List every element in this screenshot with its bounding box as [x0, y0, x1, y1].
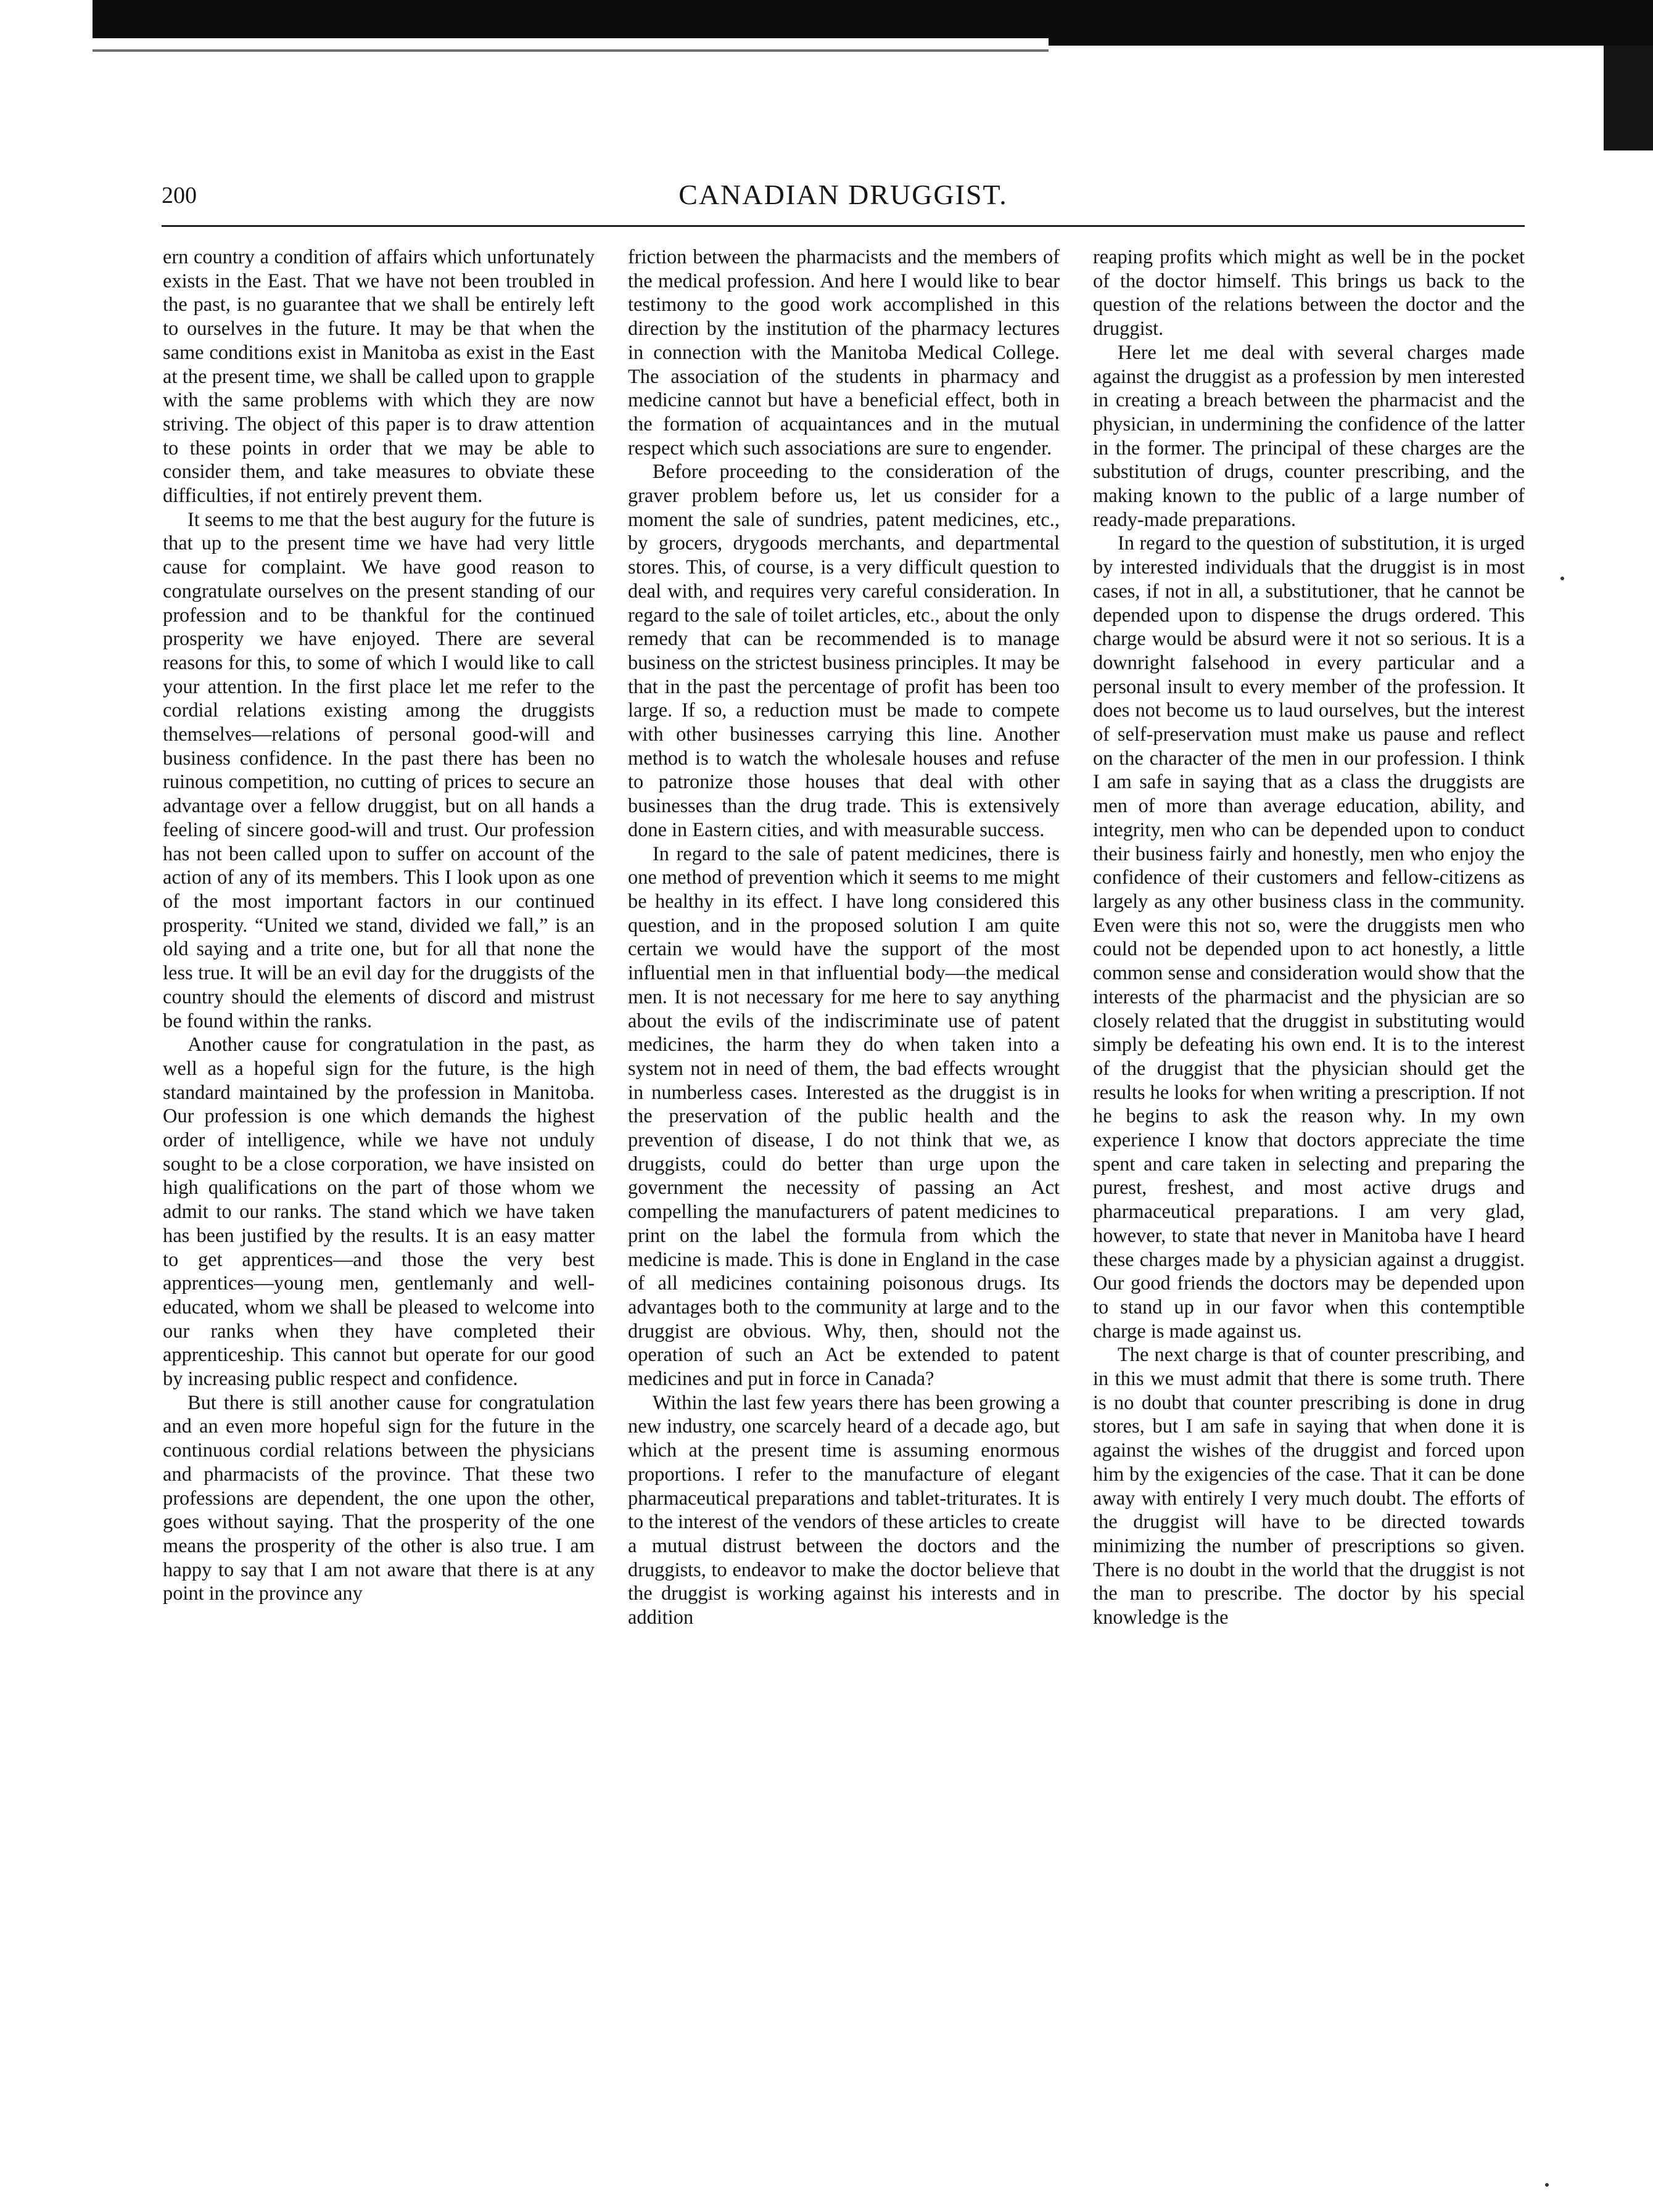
- paragraph: In regard to the sale of patent medicines, there is one method of prevention which it seems to me might be healthy in its effect. I have long considered this question, and in the proposed solution I am quite certain we would have the support of the most influential men in that influential body—the medical men. It is not necessary for me here to say anything about the evils of the indiscriminate use of patent medicines, the harm they do when taken into a system not in need of them, the bad effects wrought in numberless cases. Interested as the druggist is in the preservation of the public health and the prevention of disease, I do not think that we, as druggists, could do better than urge upon the government the necessity of passing an Act compelling the manufacturers of patent medicines to print on the label the formula from which the medicine is made. This is done in England in the case of all medicines containing poisonous drugs. Its advantages both to the community at large and to the druggist are obvious. Why, then, should not the operation of such an Act be extended to patent medicines and put in force in Canada?: [628, 842, 1060, 1391]
- page-number: 200: [162, 183, 197, 208]
- paragraph: It seems to me that the best augury for the future is that up to the present time we have had very little cause for complaint. We have good reason to congratulate ourselves on the present standing of our profession and to be thankful for the continued prosperity we have enjoyed. There are several reasons for this, to some of which I would like to call your attention. In the first place let me refer to the cordial relations existing among the druggists themselves—relations of personal good-will and business confidence. In the past there has been no ruinous competition, no cutting of prices to secure an advantage over a fellow druggist, but on all hands a feeling of sincere good-will and trust. Our profession has not been called upon to suffer on account of the action of any of its members. This I look upon as one of the most important factors in our continued prosperity. “United we stand, divided we fall,” is an old saying and a trite one, but for all that none the less true. It will be an evil day for the druggists of the country should the elements of discord and mistrust be found within the ranks.: [163, 508, 595, 1032]
- scan-speck: [1545, 2183, 1549, 2187]
- text-column-1: [163, 245, 595, 2095]
- paragraph: Within the last few years there has been growing a new industry, one scarcely heard of a decade ago, but which at the present time is assuming enormous proportions. I refer to the manufacture of elegant pharmaceutical preparations and tablet-triturates. It is to the interest of the vendors of these articles to create a mutual distrust between the doctors and the druggists, to endeavor to make the doctor believe that the druggist is working against his interests and in addition: [628, 1391, 1060, 1629]
- text-column-3: [1093, 245, 1525, 2095]
- paragraph: Here let me deal with several charges made against the druggist as a profession by men interested in creating a breach between the pharmacist and the physician, in undermining the confidence of the latter in the former. The principal of these charges are the substitution of drugs, counter prescribing, and the making known to the public of a large number of ready-made preparations.: [1093, 341, 1525, 531]
- paragraph: Another cause for congratulation in the past, as well as a hopeful sign for the future, is the high standard maintained by the profession in Manitoba. Our profession is one which demands the highest order of intelligence, while we have not unduly sought to be a close corporation, we have insisted on high qualifications on the part of those whom we admit to our ranks. The stand which we have taken has been justified by the results. It is an easy matter to get apprentices—and those the very best apprentices—young men, gentlemanly and well-educated, whom we shall be pleased to welcome into our ranks when they have completed their apprenticeship. This cannot but operate for our good by increasing public respect and confidence.: [163, 1034, 595, 1391]
- page-header: [162, 179, 1525, 219]
- scan-speck: [1560, 577, 1564, 580]
- paragraph: The next charge is that of counter prescribing, and in this we must admit that there is some truth. There is no doubt that counter prescribing is done in drug stores, but I am safe in saying that when done it is against the wishes of the druggist and forced upon him by the exigencies of the case. That it can be done away with entirely I very much doubt. The efforts of the druggist will have to be directed towards minimizing the number of prescriptions so given. There is no doubt in the world that the druggist is not the man to prescribe. The doctor by his special knowledge is the: [1093, 1344, 1525, 1629]
- paragraph: In regard to the question of substitution, it is urged by interested individuals that the druggist is in most cases, if not in all, a substitutioner, that he cannot be depended upon to dispense the drugs ordered. This charge would be absurd were it not so serious. It is a downright falsehood in every particular and a personal insult to every member of the profession. It does not become us to laud ourselves, but the interest of self-preservation must make us pause and reflect on the character of the men in our profession. I think I am safe in saying that as a class the druggists are men of more than average education, ability, and integrity, men who can be depended upon to conduct their business fairly and honestly, men who enjoy the confidence of their customers and fellow-citizens as largely as any other business class in the community. Even were this not so, were the druggists men who could not be depended upon to act honestly, a little common sense and consideration would show that the interests of the pharmacist and the physician are so closely related that the druggist in substituting would simply be defeating his own end. It is to the interest of the druggist that the physician should get the results he looks for when writing a prescription. If not he begins to ask the reason why. In my own experience I know that doctors appreciate the time spent and care taken in selecting and preparing the purest, freshest, and most active drugs and pharmaceutical preparations. I am very glad, however, to state that never in Manitoba have I heard these charges made by a physician against a druggist. Our good friends the doctors may be depended upon to stand up in our favor when this contemptible charge is made against us.: [1093, 532, 1525, 1342]
- scan-edge-shadow: [93, 0, 1653, 38]
- paragraph: But there is still another cause for congratulation and an even more hopeful sign for the future in the continuous cordial relations between the physicians and pharmacists of the province. That these two professions are dependent, the one upon the other, goes without saying. That the prosperity of the one means the prosperity of the other is also true. I am happy to say that I am not aware that there is at any point in the province any: [163, 1391, 595, 1605]
- paragraph: ern country a condition of affairs which unfortunately exists in the East. That we have not been troubled in the past, is no guarantee that we shall be entirely left to ourselves in the future. It may be that when the same conditions exist in Manitoba as exist in the East at the present time, we shall be called upon to grapple with the same problems with which they are now striving. The object of this paper is to draw attention to these points in order that we may be able to consider them, and take measures to obviate these difficulties, if not entirely prevent them.: [163, 246, 595, 508]
- running-title: CANADIAN DRUGGIST.: [678, 179, 1008, 210]
- paragraph: Before proceeding to the consideration of the graver problem before us, let us consider for a moment the sale of sundries, patent medicines, etc., by grocers, drygoods merchants, and departmental stores. This, of course, is a very difficult question to deal with, and requires very careful consideration. In regard to the sale of toilet articles, etc., about the only remedy that can be recommended is to manage business on the strictest business principles. It may be that in the past the percentage of profit has been too large. If so, a reduction must be made to compete with other businesses carrying this line. Another method is to watch the wholesale houses and refuse to patronize those houses that deal with other businesses than the drug trade. This is extensively done in Eastern cities, and with measurable success.: [628, 461, 1060, 841]
- text-column-2: [628, 245, 1060, 2095]
- header-rule: [162, 225, 1525, 227]
- scan-edge-shadow-right: [1049, 38, 1653, 46]
- paragraph: friction between the pharmacists and the members of the medical profession. And here I would like to bear testimony to the good work accomplished in this direction by the institution of the pharmacy lectures in connection with the Manitoba Medical College. The association of the students in pharmacy and medicine cannot but have a beneficial effect, both in the formation of acquaintances and in the mutual respect which such associations are sure to engender.: [628, 246, 1060, 459]
- paragraph: reaping profits which might as well be in the pocket of the doctor himself. This brings us back to the question of the relations between the doctor and the druggist.: [1093, 246, 1525, 340]
- scan-edge-shadow-corner: [1604, 46, 1653, 150]
- scan-artifact-line: [93, 49, 1049, 52]
